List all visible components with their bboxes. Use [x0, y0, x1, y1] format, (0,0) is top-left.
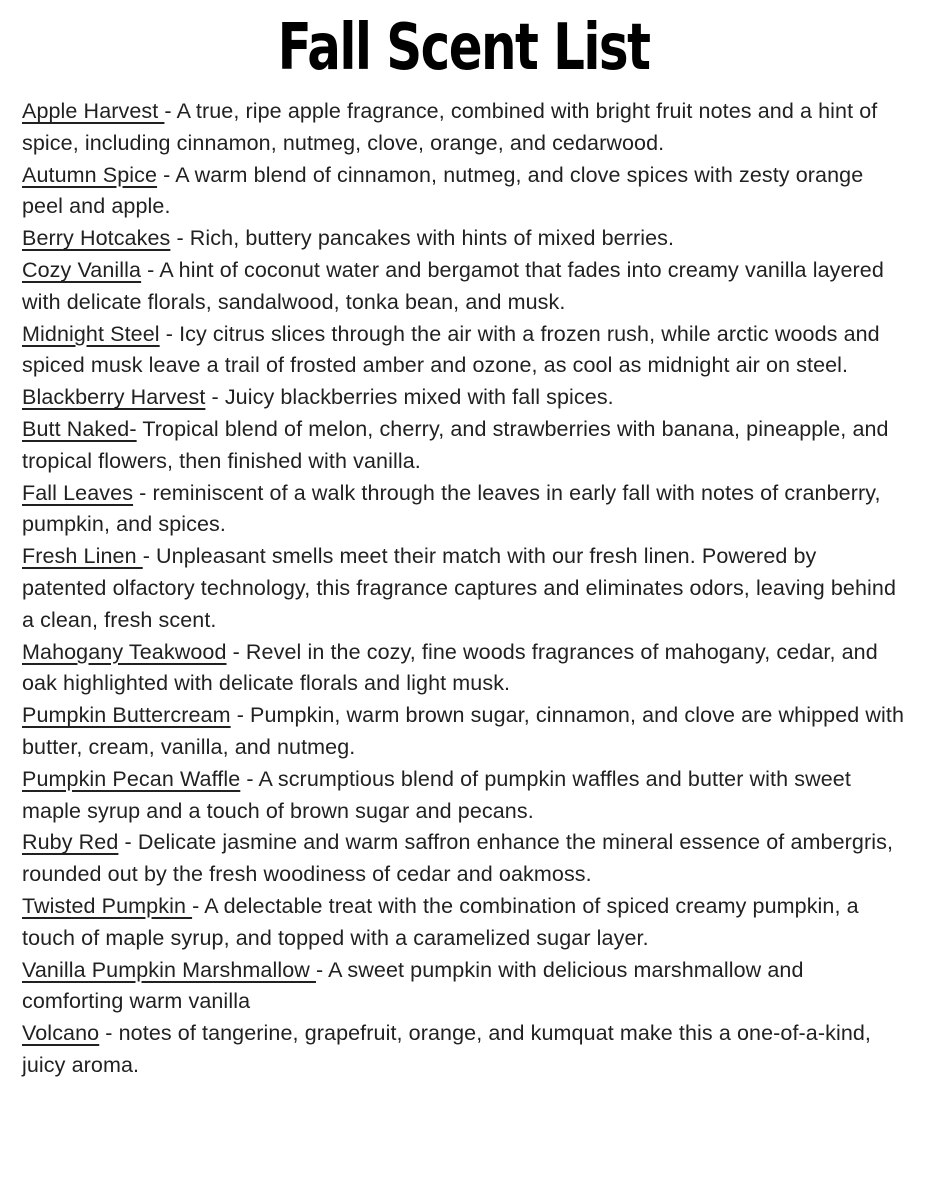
scent-description: - Icy citrus slices through the air with a frozen rush, while arctic woods and spiced musk leave a trail of frosted amber and ozone, as cool as midnight air on steel.	[22, 321, 880, 378]
scent-name: Butt Naked-	[22, 416, 137, 441]
scent-entry	[22, 764, 905, 828]
scent-entry	[22, 255, 905, 319]
scent-description: - Delicate jasmine and warm saffron enhance the mineral essence of ambergris, rounded out by the fresh woodiness of cedar and oakmoss.	[22, 830, 894, 887]
scent-entry	[22, 891, 905, 955]
scent-entry	[22, 96, 905, 160]
scent-description: - notes of tangerine, grapefruit, orange, and kumquat make this a one-of-a-kind, juicy aroma.	[22, 1021, 872, 1077]
scent-name: Vanilla Pumpkin Marshmallow	[22, 957, 316, 982]
scent-description: Tropical blend of melon, cherry, and strawberries with banana, pineapple, and tropical flowers, then finished with vanilla.	[22, 416, 889, 473]
scent-entry	[22, 700, 905, 764]
scent-description: - Pumpkin, warm brown sugar, cinnamon, and clove are whipped with butter, cream, vanilla, and nutmeg.	[22, 703, 905, 759]
scent-entry	[22, 541, 905, 636]
scent-entry	[22, 382, 905, 414]
scent-description: - A warm blend of cinnamon, nutmeg, and clove spices with zesty orange peel and apple.	[22, 162, 864, 219]
scent-name: Pumpkin Pecan Waffle	[22, 766, 241, 791]
scent-entry	[22, 1018, 905, 1082]
scent-name: Ruby Red	[22, 830, 119, 855]
scent-entry	[22, 414, 905, 478]
scent-entry	[22, 827, 905, 891]
scent-entry	[22, 478, 905, 542]
scent-name: Cozy Vanilla	[22, 257, 142, 282]
scent-description: - Rich, buttery pancakes with hints of mixed berries.	[170, 226, 675, 251]
scent-name: Berry Hotcakes	[22, 226, 171, 251]
scent-name: Mahogany Teakwood	[22, 639, 227, 664]
scent-name: Autumn Spice	[22, 162, 158, 187]
scent-description: - A true, ripe apple fragrance, combined with bright fruit notes and a hint of spice, including cinnamon, nutmeg, clove, orange, and cedarwood.	[22, 99, 878, 155]
scent-description: - reminiscent of a walk through the leaves in early fall with notes of cranberry, pumpkin, and spices.	[22, 480, 881, 537]
scent-description: - Revel in the cozy, fine woods fragrances of mahogany, cedar, and oak highlighted with delicate florals and light musk.	[22, 639, 878, 696]
scent-description: - A hint of coconut water and bergamot that fades into creamy vanilla layered with delicate florals, sandalwood, tonka bean, and musk.	[22, 257, 884, 314]
scent-name: Volcano	[22, 1021, 100, 1046]
scent-entry	[22, 160, 905, 224]
scent-entry	[22, 319, 905, 383]
scent-description: - A delectable treat with the combination of spiced creamy pumpkin, a touch of maple syrup, and topped with a caramelized sugar layer.	[22, 893, 859, 950]
scent-name: Twisted Pumpkin	[22, 893, 193, 918]
scent-name: Midnight Steel	[22, 321, 160, 346]
scent-entry	[22, 955, 905, 1019]
scent-entry	[22, 637, 905, 701]
scent-description: - A scrumptious blend of pumpkin waffles and butter with sweet maple syrup and a touch of brown sugar and pecans.	[22, 766, 851, 823]
scent-name: Fall Leaves	[22, 480, 134, 505]
scent-description: - Juicy blackberries mixed with fall spices.	[205, 385, 614, 410]
scent-name: Pumpkin Buttercream	[22, 703, 231, 728]
scent-entry	[22, 223, 905, 255]
page-title: Fall Scent List	[277, 11, 650, 85]
scent-description: - A sweet pumpkin with delicious marshmallow and comforting warm vanilla	[22, 957, 804, 1014]
scent-name: Blackberry Harvest	[22, 385, 206, 410]
scent-name: Fresh Linen	[22, 544, 143, 569]
scent-list	[0, 94, 927, 1082]
scent-name: Apple Harvest	[22, 99, 165, 123]
scent-description: - Unpleasant smells meet their match with our fresh linen. Powered by patented olfactory technology, this fragrance captures and eliminates odors, leaving behind a clean, fresh scent.	[22, 544, 897, 632]
